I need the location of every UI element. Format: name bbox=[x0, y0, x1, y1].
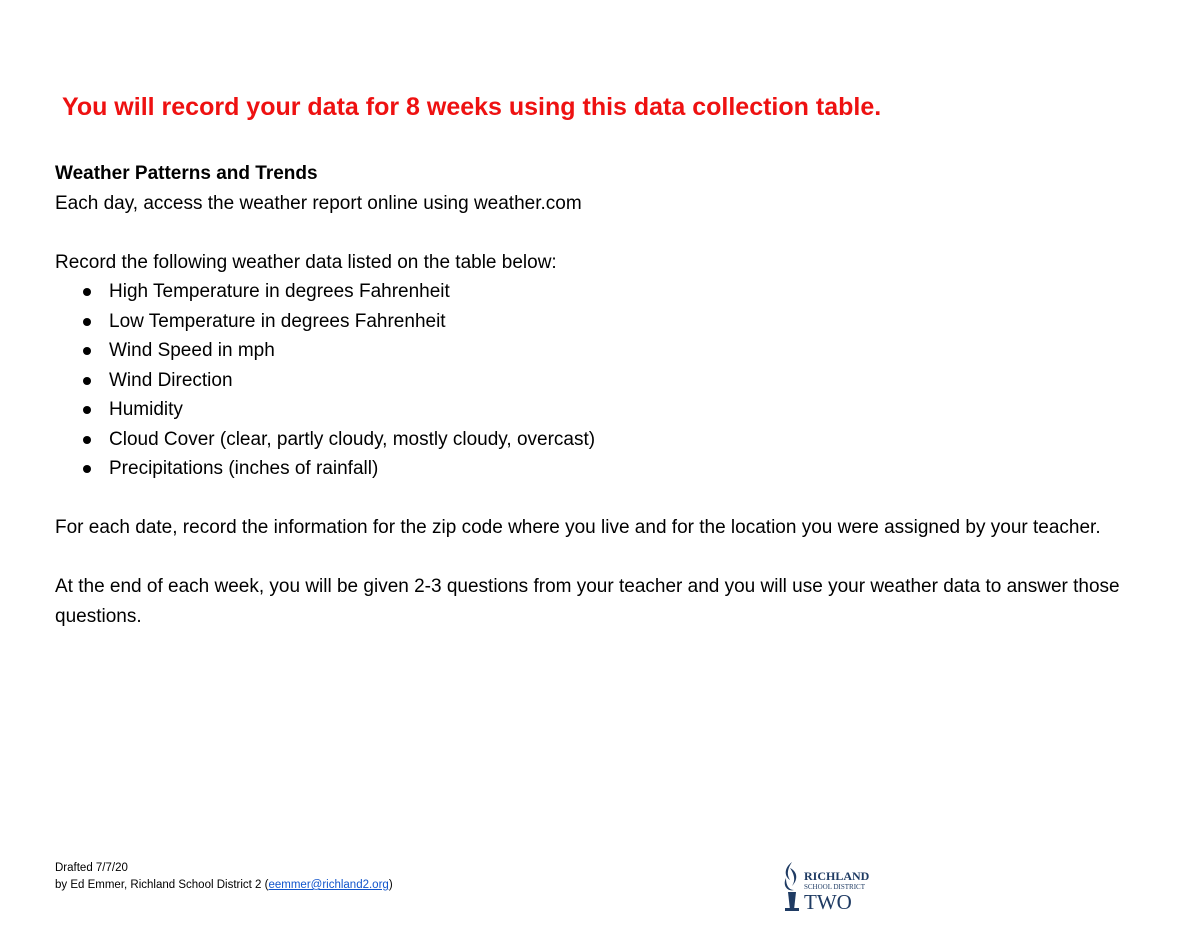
list-item: Precipitations (inches of rainfall) bbox=[83, 454, 1165, 484]
drafted-date: Drafted 7/7/20 bbox=[55, 862, 128, 874]
section-title: Weather Patterns and Trends bbox=[55, 163, 318, 184]
logo-line-1: RICHLAND bbox=[804, 869, 870, 883]
list-item: Wind Direction bbox=[83, 366, 1165, 396]
location-paragraph: For each date, record the information for the zip code where you live and for the location you were assigned by your teacher. bbox=[55, 517, 1101, 538]
bullet-icon bbox=[83, 465, 91, 473]
bullet-icon bbox=[83, 288, 91, 296]
questions-paragraph: At the end of each week, you will be given 2-3 questions from your teacher and you will use your weather data to answer those questions. bbox=[55, 576, 1120, 627]
bullet-icon bbox=[83, 436, 91, 444]
spacer bbox=[55, 484, 1165, 514]
author-email-link[interactable]: eemmer@richland2.org bbox=[268, 879, 389, 891]
list-lead-text: Record the following weather data listed on the table below: bbox=[55, 251, 557, 273]
logo-line-2: SCHOOL DISTRICT bbox=[804, 883, 865, 891]
list-item: Low Temperature in degrees Fahrenheit bbox=[83, 307, 1165, 337]
page-headline: You will record your data for 8 weeks using this data collection table. bbox=[62, 93, 882, 121]
bullet-icon bbox=[83, 406, 91, 414]
list-item: High Temperature in degrees Fahrenheit bbox=[83, 277, 1165, 307]
weather-data-list bbox=[55, 277, 1165, 484]
richland-two-logo bbox=[778, 858, 878, 912]
bullet-icon bbox=[83, 377, 91, 385]
list-item: Cloud Cover (clear, partly cloudy, mostly cloudy, overcast) bbox=[83, 425, 1165, 455]
logo-line-3: TWO bbox=[804, 890, 852, 912]
spacer bbox=[55, 543, 1165, 573]
document-body bbox=[55, 159, 1165, 631]
intro-text: Each day, access the weather report online using weather.com bbox=[55, 192, 582, 214]
bullet-icon bbox=[83, 318, 91, 326]
page-footer bbox=[55, 860, 393, 894]
bullet-icon bbox=[83, 347, 91, 355]
author-line: by Ed Emmer, Richland School District 2 (eemmer@richland2.org) bbox=[55, 879, 393, 891]
list-item: Humidity bbox=[83, 395, 1165, 425]
list-item: Wind Speed in mph bbox=[83, 336, 1165, 366]
spacer bbox=[55, 218, 1165, 248]
